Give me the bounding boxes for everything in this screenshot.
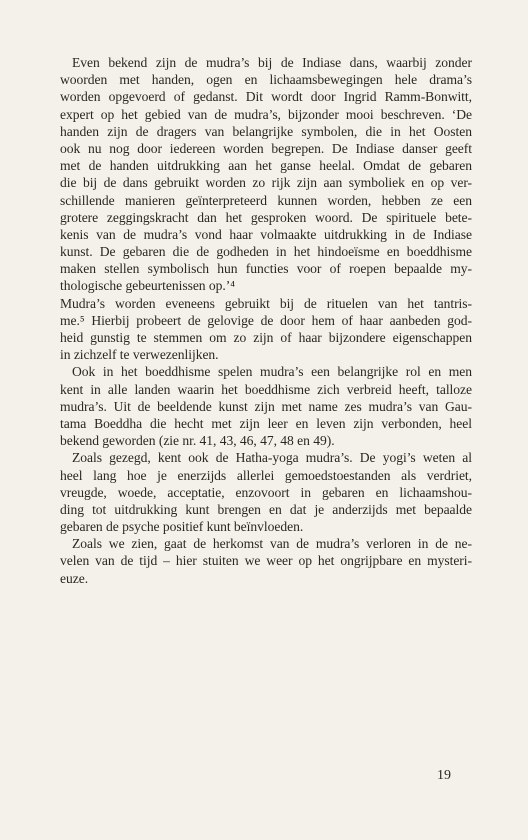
paragraph	[60, 363, 472, 449]
text-line: woorden met handen, ogen en lichaamsbewegingen hele drama’s	[60, 72, 472, 88]
text-line: Zoals gezegd, kent ook de Hatha-yoga mudra’s. De yogi’s weten al	[72, 450, 472, 466]
text-line: kenis van de mudra’s vond haar volmaakte uitdrukking in de Indiase	[60, 226, 472, 242]
text-line: heid gunstig te stemmen om zo zijn of haar bijzondere eigenschappen	[60, 330, 472, 345]
text-line: met de handen uitdrukking aan het ganse heelal. Omdat de gebaren	[60, 158, 472, 174]
text-line: me.⁵ Hierbij probeert de gelovige de door hem of haar aanbeden god-	[60, 312, 472, 328]
text-line: kent in alle landen waarin het boeddhisme zich verbreid heeft, talloze	[60, 381, 472, 397]
text-line: die bij de dans gebruikt worden zo rijk zijn aan symboliek en op ver-	[60, 175, 472, 191]
text-line: in zichzelf te verwezenlijken.	[60, 347, 219, 363]
text-line: schillende manieren geïnterpreteerd kunnen worden, hebben ze een	[60, 192, 472, 208]
text-line: vreugde, woede, acceptatie, enzovoort in gebaren en lichaamshou-	[60, 484, 472, 500]
text-line: expert op het gebied van de mudra’s, bijzonder mooi beschreven. ‘De	[60, 106, 472, 122]
text-line: heel lang hoe je enerzijds allerlei gemoedstoestanden als verdriet,	[60, 467, 472, 483]
page-number: 19	[437, 768, 451, 783]
paragraph	[60, 449, 472, 535]
text-line: maken stellen symbolisch hun functies voor of roepen bepaalde my-	[60, 261, 472, 277]
body-text	[60, 54, 472, 587]
text-line: Zoals we zien, gaat de herkomst van de mudra’s verloren in de ne-	[72, 536, 472, 552]
text-line: worden opgevoerd of gedanst. Dit wordt door Ingrid Ramm-Bonwitt,	[60, 89, 472, 105]
text-line: grotere zeggingskracht dan het gesproken woord. De spirituele bete-	[60, 209, 472, 225]
text-line: velen van de tijd – hier stuiten we weer op het ongrijpbare en mysteri-	[60, 553, 472, 569]
text-line: handen zijn de dragers van belangrijke symbolen, die in het Oosten	[60, 123, 472, 139]
paragraph	[60, 535, 472, 587]
text-line: ding tot uitdrukking kunt brengen en dat je anderzijds met bepaalde	[60, 501, 472, 517]
text-line: kunst. De gebaren die de godheden in het hindoeïsme en boeddhisme	[60, 244, 472, 260]
text-line: gebaren de psyche positief kunt beïnvloeden.	[60, 519, 304, 535]
text-line: thologische gebeurtenissen op.’⁴	[60, 278, 235, 294]
text-line: euze.	[60, 570, 89, 586]
text-line: mudra’s. Uit de beeldende kunst zijn met name zes mudra’s van Gau-	[60, 398, 472, 414]
paragraph	[60, 54, 472, 295]
text-line: Mudra’s worden eveneens gebruikt bij de rituelen van het tantris-	[60, 295, 472, 311]
text-line: Ook in het boeddhisme spelen mudra’s een belangrijke rol en men	[72, 364, 472, 380]
text-line: ook nu nog door iedereen worden begrepen. De Indiase danser geeft	[60, 140, 472, 156]
text-line: bekend geworden (zie nr. 41, 43, 46, 47, 48 en 49).	[60, 433, 335, 449]
text-line: Even bekend zijn de mudra’s bij de Indiase dans, waarbij zonder	[72, 55, 472, 70]
text-line: tama Boeddha die hecht met zijn leer en leven zijn verbonden, heel	[60, 415, 472, 431]
paragraph	[60, 295, 472, 364]
